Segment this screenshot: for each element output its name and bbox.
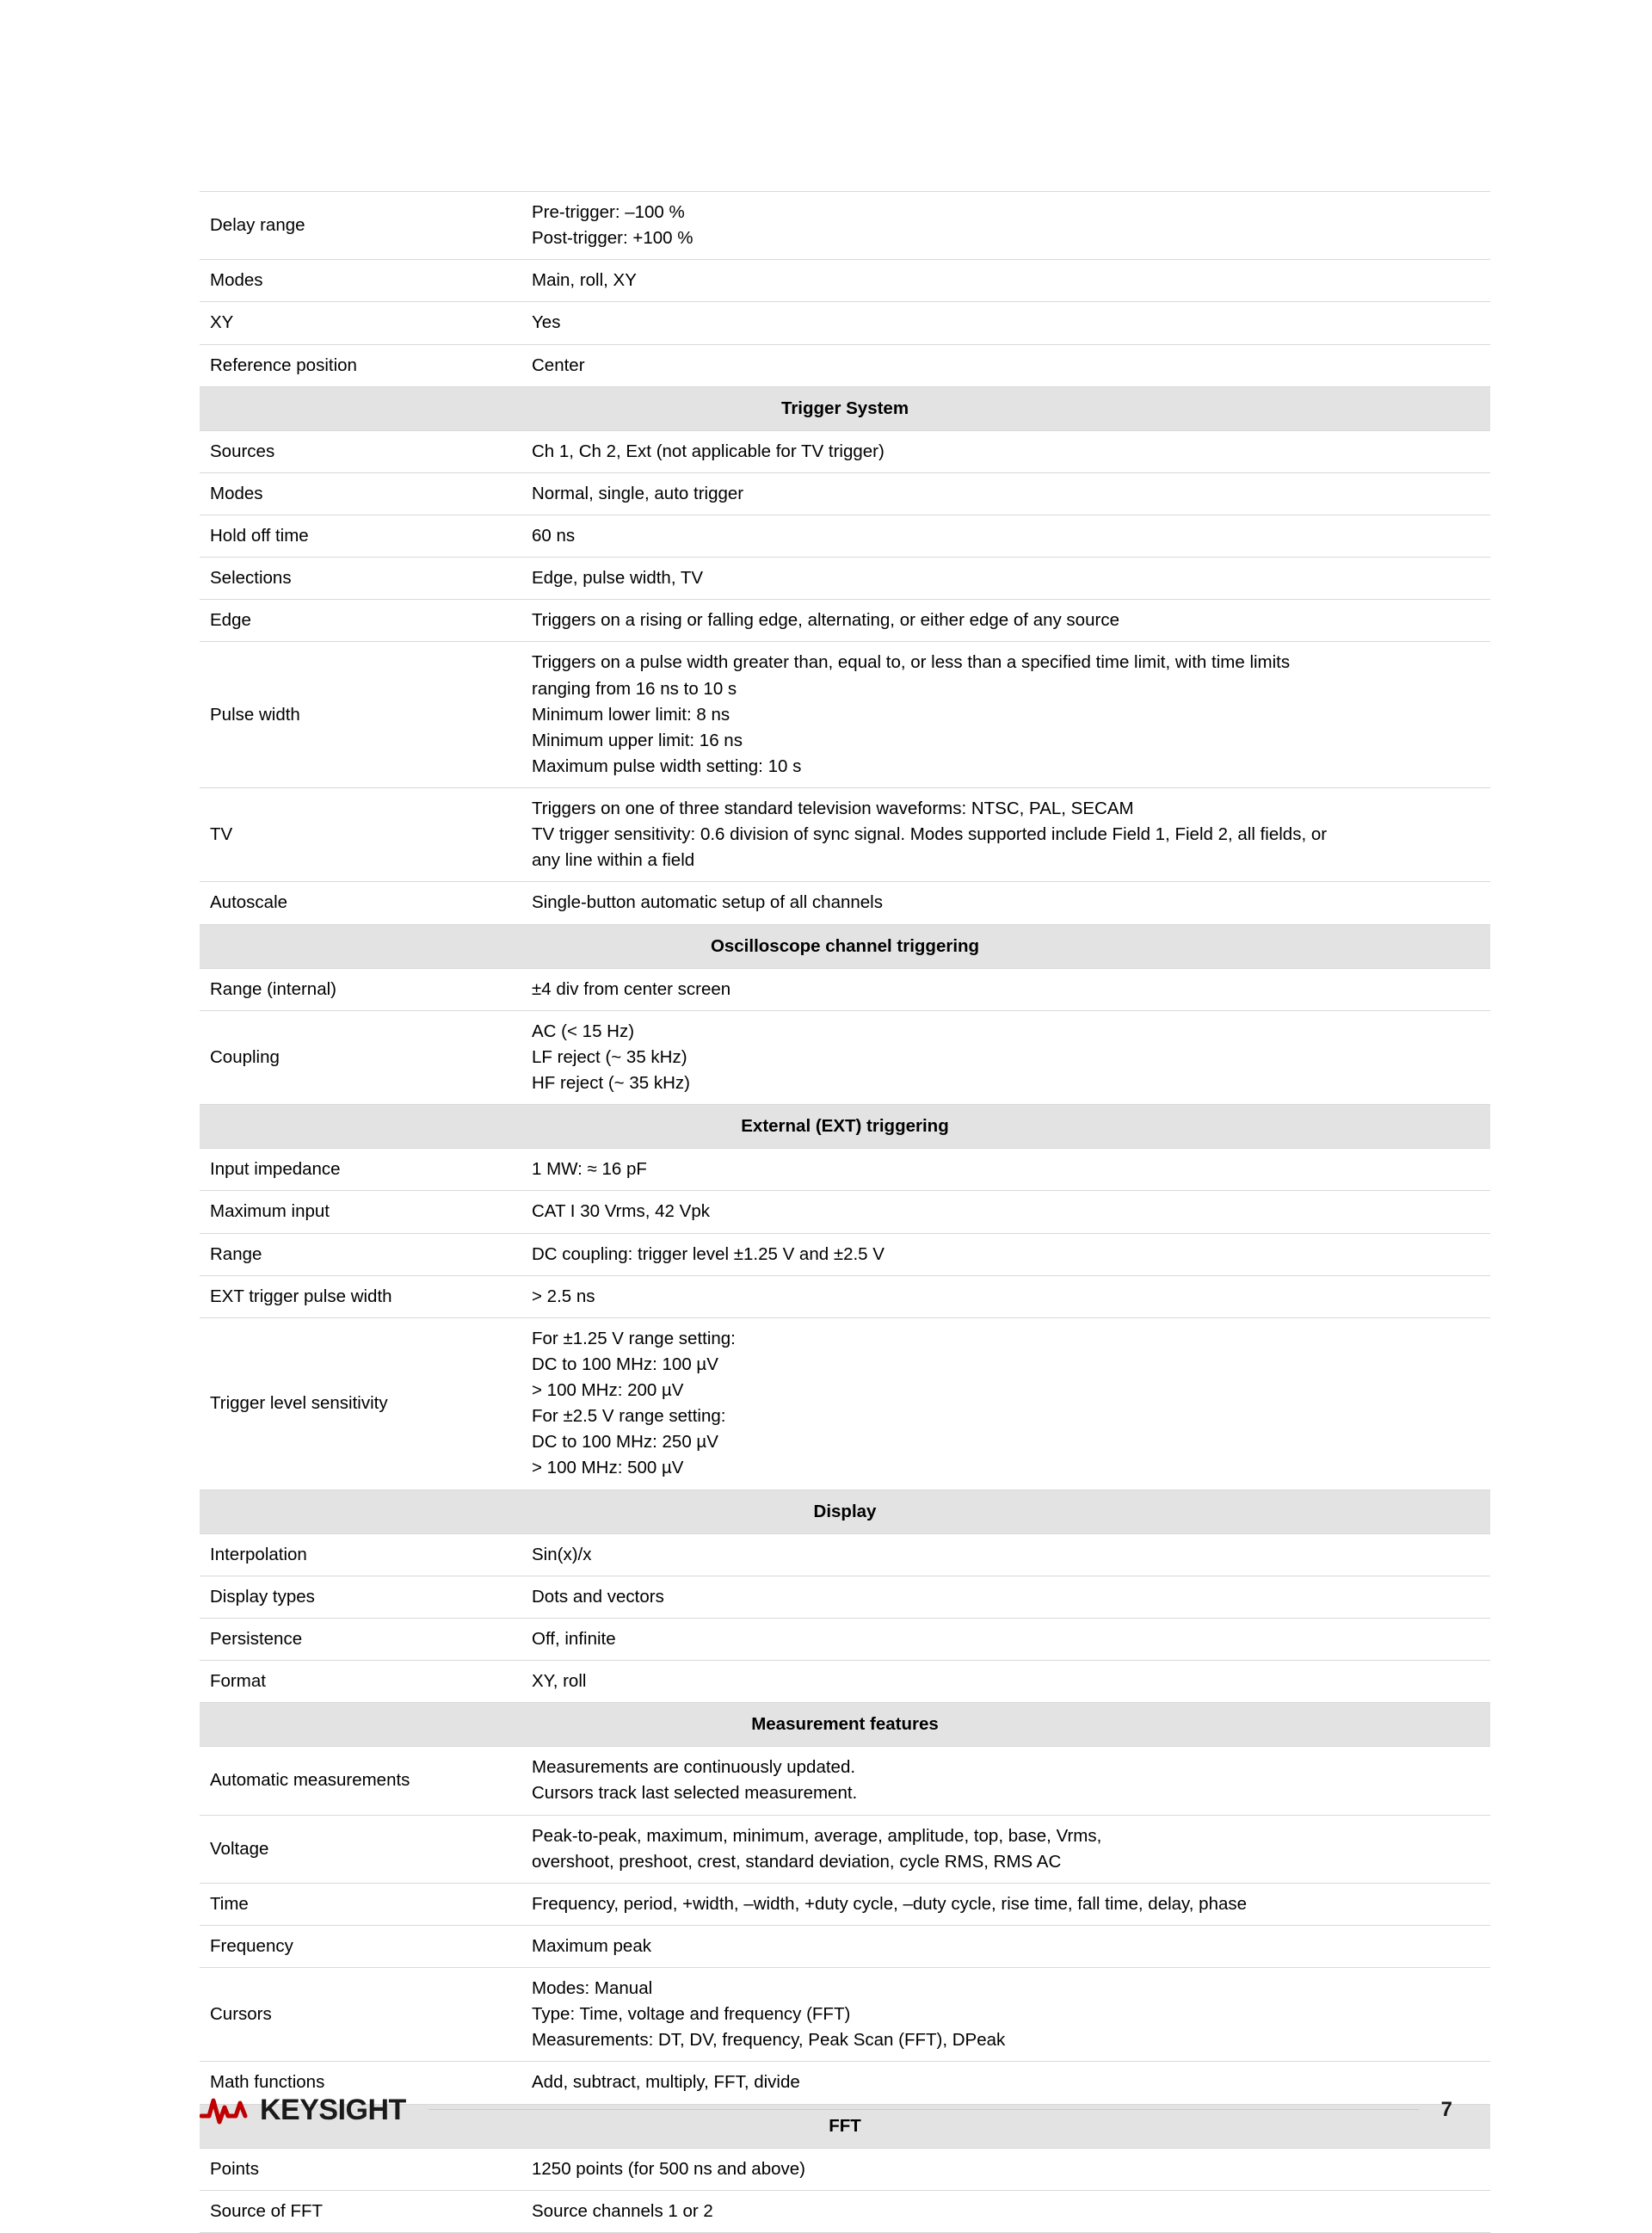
spec-label: XY [200,302,521,344]
table-row [200,1533,1490,1576]
spec-value-line: 1 MW: ≈ 16 pF [532,1159,647,1180]
table-row [200,1275,1490,1317]
spec-label: Range (internal) [200,968,521,1010]
spec-value-line: DC to 100 MHz: 250 µV [532,1432,718,1453]
table-row [200,1815,1490,1883]
spec-value [521,1661,1490,1703]
table-row [200,1149,1490,1191]
spec-label: Display types [200,1576,521,1618]
spec-value-line: Edge, pulse width, TV [532,568,704,589]
spec-label: Pulse width [200,642,521,788]
spec-value-line: Dots and vectors [532,1586,664,1607]
spec-value-line: Measurements are continuously updated. [532,1757,856,1778]
page-footer [200,2090,1452,2130]
spec-value-line: Measurements: DT, DV, frequency, Peak Scan (FFT), DPeak [532,2030,1006,2051]
spec-label: Maximum input [200,1191,521,1233]
spec-value-line: Minimum lower limit: 8 ns [532,704,730,725]
section-header-label: External (EXT) triggering [200,1105,1490,1149]
spec-value-line: Type: Time, voltage and frequency (FFT) [532,2004,851,2025]
spec-value-line: Triggers on a rising or falling edge, alternating, or either edge of any source [532,610,1119,631]
spec-label: Interpolation [200,1533,521,1576]
spec-value [521,1883,1490,1925]
spec-value-line: Modes: Manual [532,1978,653,1998]
spec-value-line: Cursors track last selected measurement. [532,1783,858,1804]
table-row [200,1233,1490,1275]
spec-value-line: HF reject (~ 35 kHz) [532,1073,690,1093]
section-header-label: Measurement features [200,1703,1490,1747]
table-row [200,788,1490,882]
spec-value-line: Yes [532,312,561,333]
spec-value-line: TV trigger sensitivity: 0.6 division of sync signal. Modes supported include Field 1, Field 2, all fields, or [532,824,1328,845]
spec-label: Hold off time [200,515,521,558]
spec-value [521,600,1490,642]
spec-value [521,472,1490,515]
spec-value-line: Source channels 1 or 2 [532,2200,713,2221]
spec-value [521,1275,1490,1317]
spec-value [521,192,1490,260]
table-row [200,1576,1490,1618]
spec-value-line: Off, infinite [532,1628,616,1649]
spec-label: EXT trigger pulse width [200,1275,521,1317]
specifications-table-body [200,192,1490,2233]
table-row [200,968,1490,1010]
spec-value-line: LF reject (~ 35 kHz) [532,1046,687,1067]
spec-value [521,515,1490,558]
spec-value-line: For ±1.25 V range setting: [532,1328,736,1348]
table-row [200,344,1490,386]
keysight-logo [200,2095,406,2125]
section-header-label: Display [200,1490,1490,1533]
spec-label: TV [200,788,521,882]
table-section-header [200,1703,1490,1747]
table-row [200,1747,1490,1815]
table-row [200,192,1490,260]
table-section-header [200,1490,1490,1533]
spec-label: Persistence [200,1618,521,1660]
spec-value-line: any line within a field [532,850,695,871]
spec-value [521,642,1490,788]
spec-value-line: Add, subtract, multiply, FFT, divide [532,2072,800,2093]
spec-value [521,1233,1490,1275]
spec-value [521,1576,1490,1618]
spec-value-line: For ±2.5 V range setting: [532,1406,726,1427]
spec-value-line: Post-trigger: +100 % [532,228,693,249]
spec-label: Input impedance [200,1149,521,1191]
spec-value-line: Minimum upper limit: 16 ns [532,730,743,750]
spec-value-line: ±4 div from center screen [532,978,731,999]
spec-value-line: Main, roll, XY [532,270,637,291]
table-row [200,430,1490,472]
table-row [200,1661,1490,1703]
spec-value [521,2190,1490,2232]
spec-label: Reference position [200,344,521,386]
spec-label: Coupling [200,1010,521,1104]
spec-value-line: Normal, single, auto trigger [532,483,744,503]
spec-label: Cursors [200,1968,521,2062]
spec-value [521,1191,1490,1233]
spec-value [521,788,1490,882]
table-section-header [200,924,1490,968]
spec-label: Math functions [200,2062,521,2104]
table-row [200,600,1490,642]
spec-label: Modes [200,472,521,515]
spec-value-line: Ch 1, Ch 2, Ext (not applicable for TV trigger) [532,441,885,461]
spec-value-line: Triggers on a pulse width greater than, equal to, or less than a specified time limit, with time limits [532,652,1291,673]
spec-value [521,1968,1490,2062]
spec-label: Autoscale [200,882,521,924]
spec-value [521,1815,1490,1883]
spec-value-line: Single-button automatic setup of all channels [532,892,883,913]
spec-value [521,1618,1490,1660]
spec-label: Source of FFT [200,2190,521,2232]
spec-label: Range [200,1233,521,1275]
footer-divider [428,2109,1419,2110]
spec-value-line: CAT I 30 Vrms, 42 Vpk [532,1201,710,1222]
spec-value-line: Frequency, period, +width, –width, +duty cycle, –duty cycle, rise time, fall time, delay, phase [532,1893,1248,1914]
spec-value-line: overshoot, preshoot, crest, standard deviation, cycle RMS, RMS AC [532,1851,1062,1872]
table-row [200,882,1490,924]
table-row [200,472,1490,515]
table-row [200,1618,1490,1660]
table-row [200,1317,1490,1490]
spec-value-line: Center [532,355,585,375]
table-row [200,1191,1490,1233]
table-row [200,642,1490,788]
spec-label: Delay range [200,192,521,260]
spec-value-line: ranging from 16 ns to 10 s [532,678,737,699]
table-row [200,1925,1490,1967]
table-row [200,302,1490,344]
spec-value [521,430,1490,472]
spec-label: Voltage [200,1815,521,1883]
spec-value-line: Pre-trigger: –100 % [532,202,685,222]
table-row [200,515,1490,558]
spec-label: Selections [200,558,521,600]
keysight-wordmark: KEYSIGHT [260,2093,406,2126]
spec-value-line: DC coupling: trigger level ±1.25 V and ±2.5 V [532,1243,885,1264]
spec-label: Sources [200,430,521,472]
spec-label: Modes [200,260,521,302]
section-header-label: Oscilloscope channel triggering [200,924,1490,968]
specifications-table [200,191,1490,2233]
table-row [200,1968,1490,2062]
spec-value [521,2148,1490,2190]
spec-value [521,882,1490,924]
spec-value [521,1317,1490,1490]
spec-label: Time [200,1883,521,1925]
spec-value [521,1925,1490,1967]
spec-value-line: Triggers on one of three standard television waveforms: NTSC, PAL, SECAM [532,799,1134,818]
spec-value-line: 1250 points (for 500 ns and above) [532,2158,805,2179]
spec-label: Automatic measurements [200,1747,521,1815]
spec-value-line: XY, roll [532,1671,587,1691]
spec-value [521,302,1490,344]
spec-value [521,558,1490,600]
spec-value-line: Maximum pulse width setting: 10 s [532,756,802,776]
spec-value-line: AC (< 15 Hz) [532,1021,635,1041]
spec-value-line: DC to 100 MHz: 100 µV [532,1354,718,1374]
section-header-label: FFT [200,2104,1490,2148]
spec-value-line: > 2.5 ns [532,1286,595,1306]
spec-value-line: Sin(x)/x [532,1544,592,1564]
spec-value [521,1010,1490,1104]
table-row [200,1010,1490,1104]
spec-value-line: Maximum peak [532,1935,651,1956]
spec-value-line: Peak-to-peak, maximum, minimum, average, amplitude, top, base, Vrms, [532,1825,1102,1846]
table-row [200,558,1490,600]
spec-value [521,1149,1490,1191]
spec-value [521,1533,1490,1576]
spec-value-line: 60 ns [532,526,576,546]
spec-value [521,968,1490,1010]
spec-value [521,260,1490,302]
spec-value [521,344,1490,386]
spec-label: Trigger level sensitivity [200,1317,521,1490]
spec-value-line: > 100 MHz: 500 µV [532,1458,684,1478]
table-row [200,2190,1490,2232]
table-row [200,1883,1490,1925]
table-section-header [200,386,1490,430]
spec-label: Points [200,2148,521,2190]
keysight-wave-icon [200,2095,250,2125]
table-row [200,260,1490,302]
table-section-header [200,1105,1490,1149]
page-number: 7 [1440,2097,1452,2121]
spec-value-line: > 100 MHz: 200 µV [532,1380,684,1400]
spec-value [521,1747,1490,1815]
spec-label: Frequency [200,1925,521,1967]
table-row [200,2148,1490,2190]
spec-label: Edge [200,600,521,642]
spec-label: Format [200,1661,521,1703]
section-header-label: Trigger System [200,386,1490,430]
